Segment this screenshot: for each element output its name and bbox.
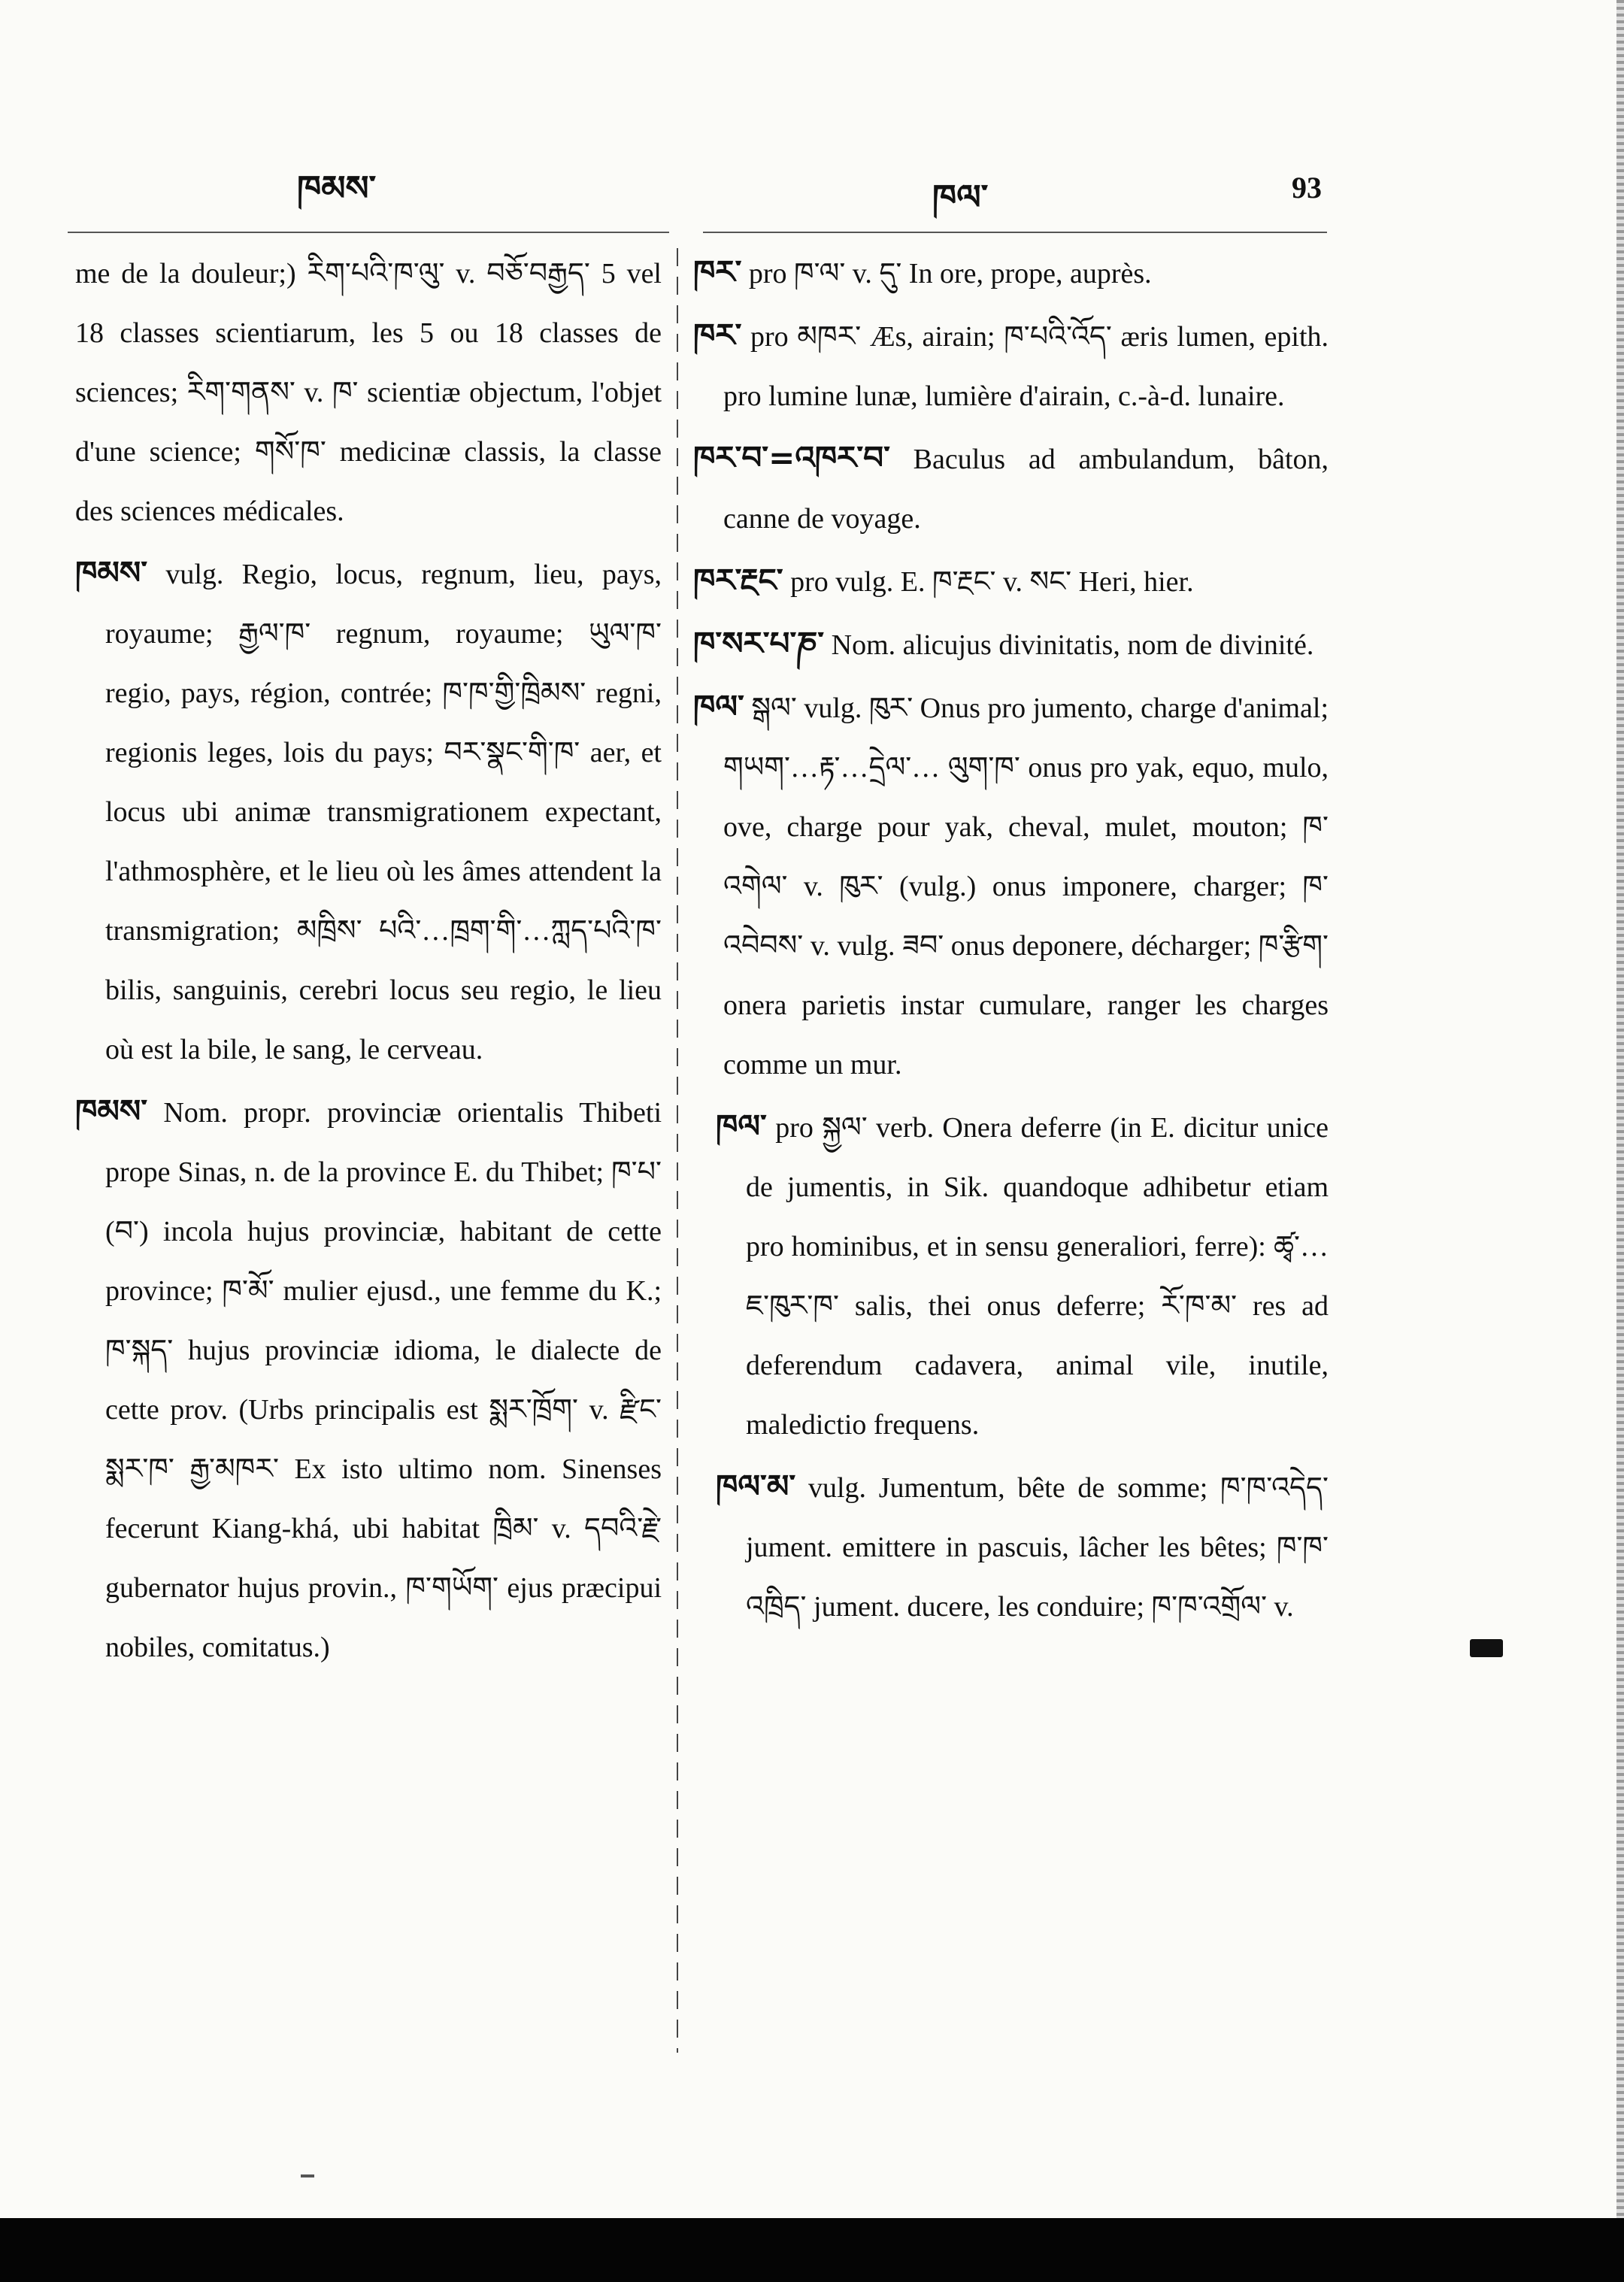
entry-text: vulg. Regio, locus, regnum, lieu, pays, royaume; རྒྱལ་ཁ་ regnum, royaume; ཡུལ་ཁ་ regio, pays, région, contrée; ཁ་ཁ་གྱི་ཁྲིམས་ regni, regionis leges, lois du pays; བར་སྣང་གི་ཁ་ aer, et locus ubi animæ transmigrationem expectant, l'athmosphère, et le lieu où les âmes attendent la transmigration; མཁྲིས་ པའི་…ཁྲག་གི་…ཀླད་པའི་ཁ་ bilis, sanguinis, cerebri locus seu regio, le lieu où est la bile, le sang, le cerveau. (105, 559, 662, 1065)
entry-text: vulg. Jumentum, bête de somme; ཁ་ཁ་འདེད་ jument. emittere in pascuis, lâcher les bêtes; ཁ་ཁ་འཁྲིད་ jument. ducere, les conduire; ཁ་ཁ་འགྲོལ་ v. (746, 1472, 1329, 1623)
column-divider (677, 248, 678, 2053)
dictionary-entry (75, 1081, 662, 1677)
dictionary-entry (693, 428, 1329, 549)
dictionary-subentry (693, 1096, 1329, 1455)
entry-headword: ཁར་ (693, 253, 742, 290)
page-header (0, 150, 1624, 217)
dictionary-entry (693, 677, 1329, 1095)
dictionary-entry (693, 550, 1329, 612)
margin-ink-mark (1470, 1639, 1503, 1657)
left-column (75, 242, 662, 1679)
entry-text: pro vulg. E. ཁ་རྔང་ v. སང་ Heri, hier. (790, 566, 1194, 598)
entry-headword: ཁར་ (693, 317, 742, 353)
entry-text: me de la douleur;) རིག་པའི་ཁ་ལུ་ v. བཅོ་བརྒྱད་ 5 vel 18 classes scientiarum, les 5 ou 18 classes de sciences; རིག་གནས་ v. ཁ་ scientiæ objectum, l'objet d'une science; གསོ་ཁ་ medicinæ classis, la classe des sciences médicales. (75, 258, 662, 527)
ink-speck (301, 2174, 314, 2177)
entry-headword: ཁམས་ (75, 1093, 148, 1129)
dictionary-subentry (693, 1456, 1329, 1637)
entry-text: pro མཁར་ Æs, airain; ཁ་པའི་འོད་ æris lumen, epith. pro lumine lunæ, lumière d'airain, c.-à-d. lunaire. (723, 321, 1329, 412)
entry-headword: ཁལ་ (693, 688, 744, 725)
scan-bottom-border (0, 2218, 1624, 2282)
entry-text: pro སྐྱལ་ verb. Onera deferre (in E. dicitur unice de jumentis, in Sik. quandoque adhibetur etiam pro hominibus, et in sensu generaliori, ferre): ཚྭ་…ཇ་ཁུར་ཁ་ salis, thei onus deferre; རོ་ཁ་མ་ res ad deferendum cadavera, animal vile, inutile, maledictio frequens. (746, 1112, 1329, 1441)
entry-text: Nom. propr. provinciæ orientalis Thibeti prope Sinas, n. de la province E. du Thibet; ཁ་པ་(བ་) incola hujus provinciæ, habitant de cette province; ཁ་མོ་ mulier ejusd., une femme du K.; ཁ་སྐད་ hujus provinciæ idioma, le dialecte de cette prov. (Urbs principalis est སྨར་ཁྲོག་ v. རྫིང་ སྨར་ཁ་ རྒྱ་མཁར་ Ex isto ultimo nom. Sinenses fecerunt Kiang-khá, ubi habitat ཁྲིམ་ v. དབའི་རྗེ་ gubernator hujus provin., ཁ་གཡོག་ ejus præcipui nobiles, comitatus.) (105, 1097, 662, 1663)
entry-headword: ཁམས་ (75, 554, 148, 591)
header-rule-left (68, 232, 669, 233)
dictionary-entry (75, 242, 662, 541)
entry-text: Nom. alicujus divinitatis, nom de divinité. (831, 629, 1314, 661)
dictionary-entry (693, 242, 1329, 304)
header-rule-right (703, 232, 1327, 233)
right-running-headword: ཁལ་ (932, 177, 989, 217)
dictionary-entry (693, 305, 1329, 426)
left-running-headword: ཁམས་ (297, 168, 377, 208)
entry-text: སྒལ་ vulg. ཁུར་ Onus pro jumento, charge d'animal; གཡག་…རྟ་…དྲེལ་… ལུག་ཁ་ onus pro yak, equo, mulo, ove, charge pour yak, cheval, mulet, mouton; ཁ་འགེལ་ v. ཁུར་ (vulg.) onus imponere, charger; ཁ་འབེབས་ v. vulg. ཟབ་ onus deponere, décharger; ཁ་རྩིག་ onera parietis instar cumulare, ranger les charges comme un mur. (723, 692, 1329, 1080)
entry-headword: ཁར་བ་=འཁར་བ་ (693, 439, 890, 476)
scan-edge (1616, 0, 1624, 2282)
dictionary-entry (693, 614, 1329, 675)
entry-headword: ཁར་རྔང་ (693, 562, 783, 599)
entry-headword: ཁལ་མ་ (716, 1468, 796, 1505)
right-column (693, 242, 1329, 1638)
entry-text: pro ཁ་ལ་ v. དུ་ In ore, prope, auprès. (748, 258, 1152, 289)
entry-headword: ཁལ་ (716, 1108, 767, 1144)
entry-headword: ཁ་སར་པ་ཎ་ (693, 625, 825, 662)
page-number: 93 (1292, 171, 1322, 205)
entry-text: Baculus ad ambulandum, bâton, canne de voyage. (723, 444, 1329, 535)
dictionary-entry (75, 543, 662, 1080)
